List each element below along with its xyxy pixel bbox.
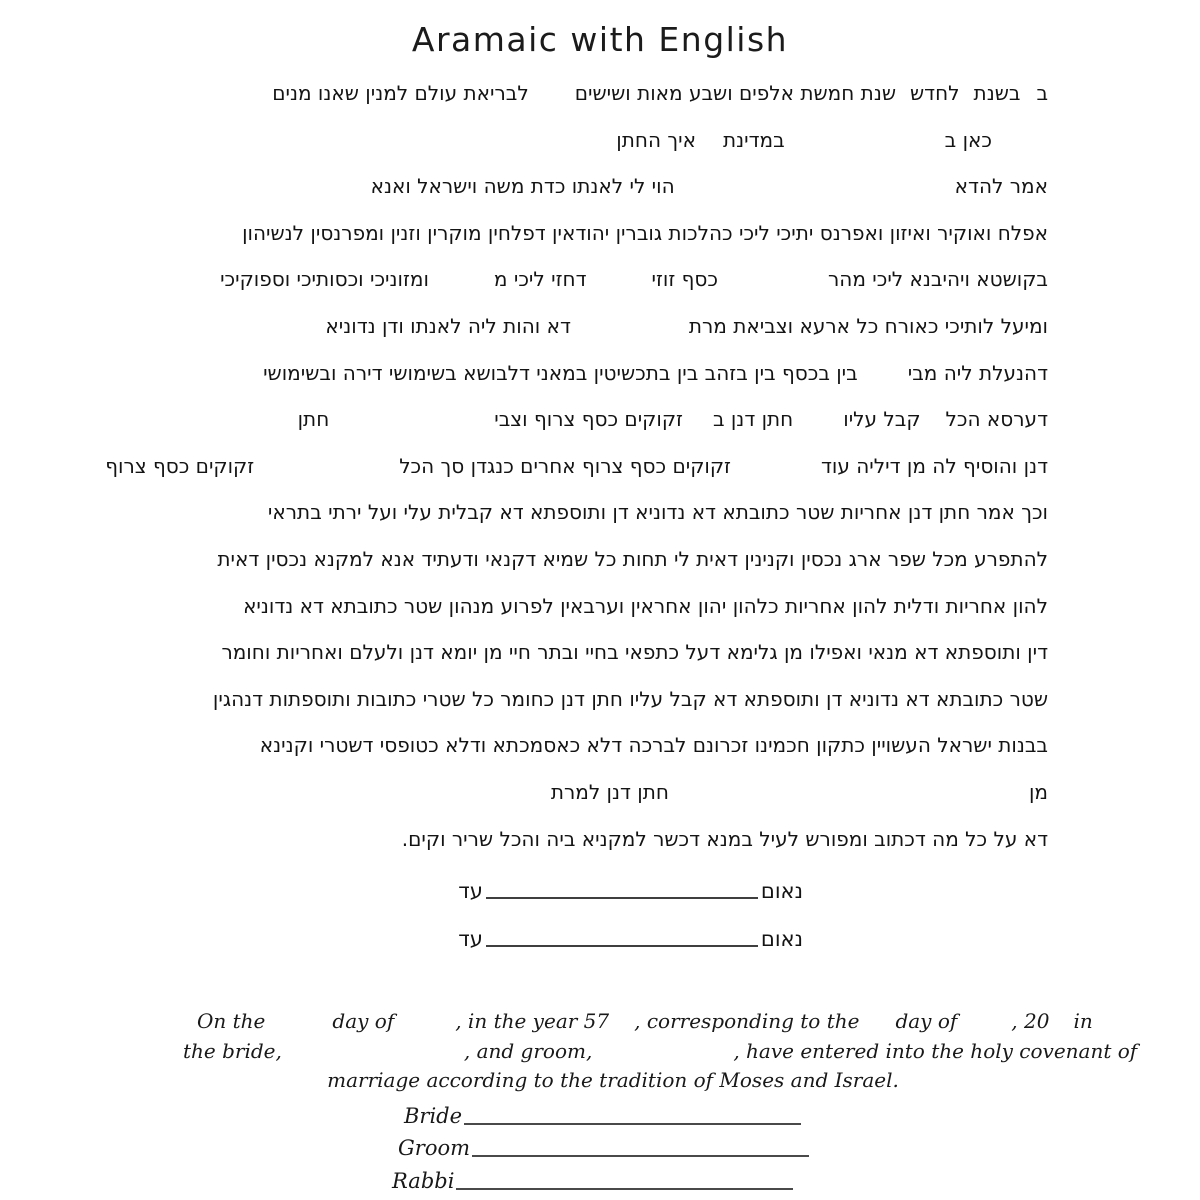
aramaic-line xyxy=(182,406,1048,453)
aramaic-text-segment: דין ותוספתא דא מנאי ואפילו מן גלימא דעל כתפאי בחיי ובתר חיי מן יומא דנן ולעלם ואחריות וחומר xyxy=(221,640,1048,665)
witness-row xyxy=(458,862,803,904)
signature-line xyxy=(456,1188,793,1190)
aramaic-text-segment: כסף זוזי xyxy=(651,267,718,292)
english-fill-in-blank xyxy=(592,1038,733,1039)
aramaic-text-segment: דחזי ליכי מ xyxy=(493,267,587,292)
english-text-segment: day of xyxy=(895,1009,958,1033)
english-line xyxy=(183,1068,1043,1098)
witness-signature-line xyxy=(486,945,758,947)
english-fill-in-blank xyxy=(609,1008,634,1009)
aramaic-text-segment: דהנעלת ליה מבי xyxy=(907,360,1048,385)
fill-in-blank xyxy=(858,360,908,361)
fill-in-blank xyxy=(793,406,843,407)
fill-in-blank xyxy=(675,173,955,174)
aramaic-line xyxy=(182,499,1048,546)
fill-in-blank xyxy=(587,266,652,267)
fill-in-blank xyxy=(718,266,828,267)
aramaic-text-segment: להון אחריות ודלית להון אחריות כלהון יהון אחראין וערבאין לפרוע מנהון שטר כתובתא דא נדוניא xyxy=(243,593,1048,618)
english-text-segment: , corresponding to the xyxy=(634,1009,860,1033)
aramaic-text-segment: קבל עליו xyxy=(843,407,921,432)
aramaic-text-segment: זקוקים כסף צרוף xyxy=(105,453,255,478)
aramaic-text-segment: חתן xyxy=(297,407,330,432)
aramaic-text-segment: לחדש xyxy=(910,81,960,105)
witness-row xyxy=(458,910,803,952)
aramaic-text-segment: דנן והוסיף לה מן דיליה עוד xyxy=(820,453,1048,478)
aramaic-text-segment: שנת חמשת אלפים ושבע מאות ושישים xyxy=(574,81,897,105)
english-text-segment: , 20 xyxy=(1011,1009,1050,1033)
aramaic-text-segment: בין בכסף בין בזהב בין בתכשיטין במאני דלבושא בשימושי דירה ובשימושי xyxy=(263,360,858,385)
page-title: Aramaic with English xyxy=(411,20,789,59)
fill-in-blank xyxy=(571,313,689,314)
witness-naum-label: נאום xyxy=(760,879,803,903)
aramaic-line xyxy=(182,80,1048,127)
aramaic-text-segment: הוי לי לאנתו כדת משה וישראל ואנא xyxy=(370,174,675,199)
signature-label: Groom xyxy=(398,1136,471,1160)
aramaic-text-segment: בקושטא ויהיבנא ליכי מהר xyxy=(827,267,1048,292)
aramaic-line xyxy=(105,453,1048,500)
aramaic-text-segment: זקוקים כסף צרוף וצבי xyxy=(494,407,683,432)
aramaic-line xyxy=(182,546,1048,593)
aramaic-text-segment: מן xyxy=(1028,779,1048,804)
fill-in-blank xyxy=(529,80,575,81)
aramaic-text-segment: במדינת xyxy=(722,127,785,152)
english-fill-in-blank xyxy=(957,1008,1011,1009)
aramaic-line xyxy=(182,220,1048,267)
aramaic-text-segment: לבריאת עולם למנין שאנו מנים xyxy=(272,81,529,105)
signature-label: Bride xyxy=(404,1103,463,1128)
english-fill-in-blank xyxy=(859,1008,895,1009)
aramaic-text-segment: דא והות ליה לאנתו ודן נדוניא xyxy=(325,313,571,338)
aramaic-line xyxy=(182,127,992,174)
aramaic-text-segment: דא על כל מה דכתוב ומפורש לעיל במנא דכשר למקניא ביה והכל שריר וקים. xyxy=(401,826,1048,851)
fill-in-blank xyxy=(683,406,713,407)
aramaic-text-segment: בשנת xyxy=(973,81,1021,105)
aramaic-text-segment: חתן דנן למרת xyxy=(550,779,669,804)
fill-in-blank xyxy=(921,406,946,407)
fill-in-blank xyxy=(329,406,494,407)
fill-in-blank xyxy=(429,266,494,267)
signature-row xyxy=(398,1129,809,1162)
english-text-segment: , in the year 57 xyxy=(455,1009,610,1033)
fill-in-blank xyxy=(254,453,399,454)
aramaic-text-segment: דערסא הכל xyxy=(945,407,1048,432)
aramaic-text-segment: כאן ב xyxy=(944,127,992,152)
aramaic-text-block xyxy=(105,80,1048,872)
aramaic-line xyxy=(182,266,1048,313)
english-fill-in-blank xyxy=(265,1008,332,1009)
witness-ed-label: עד xyxy=(458,927,483,951)
english-text-segment: marriage according to the tradition of Moses and Israel. xyxy=(327,1068,899,1092)
aramaic-text-segment: להתפרע מכל שפר ארג נכסין וקנינין דאית לי תחות כל שמיא דקנאי ודעתיד אנא למקנא נכסין דאית xyxy=(217,546,1048,571)
signature-line xyxy=(464,1123,801,1125)
fill-in-blank xyxy=(896,80,910,81)
signature-line xyxy=(472,1155,809,1157)
aramaic-line xyxy=(182,639,1048,686)
fill-in-blank xyxy=(669,779,1029,780)
witness-signature-line xyxy=(486,897,758,899)
aramaic-line xyxy=(182,779,1048,826)
english-text-block xyxy=(183,1008,1138,1098)
witness-block xyxy=(458,862,803,958)
fill-in-blank xyxy=(1020,80,1036,81)
english-fill-in-blank xyxy=(1049,1008,1073,1009)
aramaic-text-segment: בבנות ישראל העשויין כתקון חכמינו זכרונם לברכה דלא כאסמכתא ודלא כטופסי דשטרי וקנינא xyxy=(259,733,1048,758)
english-text-segment: , and groom, xyxy=(463,1039,593,1063)
english-fill-in-blank xyxy=(394,1008,455,1009)
witness-ed-label: עד xyxy=(458,879,483,903)
english-text-segment: in xyxy=(1073,1009,1093,1033)
english-line xyxy=(183,1038,1138,1068)
aramaic-text-segment: אמר להדא xyxy=(954,174,1048,199)
aramaic-line xyxy=(182,686,1048,733)
aramaic-text-segment: ומיעל לותיכי כאורח כל ארעא וצביאת מרת xyxy=(688,313,1048,338)
english-fill-in-blank xyxy=(282,1038,464,1039)
aramaic-text-segment: שטר כתובתא דא נדוניא דן ותוספתא דא קבל עליו חתן דנן כחומר כל שטרי כתובות ותוספתות דנהגין xyxy=(212,686,1048,711)
aramaic-text-segment: ב xyxy=(1036,81,1048,105)
aramaic-text-segment: וכך אמר חתן דנן אחריות שטר כתובתא דא נדוניא דן ותוספתא דא קבלית עלי ועל ירתי בתראי xyxy=(267,500,1048,525)
fill-in-blank xyxy=(960,80,974,81)
aramaic-text-segment: ומזוניכי וכסותיכי וספוקיכי xyxy=(220,267,429,292)
signature-label: Rabbi xyxy=(392,1168,455,1193)
aramaic-line xyxy=(182,360,1048,407)
english-text-segment: , have entered into the holy covenant of xyxy=(733,1039,1138,1063)
english-line xyxy=(197,1008,1093,1038)
signature-row xyxy=(404,1096,809,1129)
aramaic-text-segment: אפלח ואוקיר ואיזון ואפרנס יתיכי ליכי כהלכות גוברין יהודאין דפלחין מוקרין וזנין ומפרנסין לנשיהון xyxy=(242,220,1048,245)
aramaic-line xyxy=(182,593,1048,640)
signature-row xyxy=(392,1161,809,1194)
english-text-segment: day of xyxy=(332,1009,395,1033)
aramaic-text-segment: זקוקים כסף צרוף אחרים כנגדן סך הכל xyxy=(399,453,731,478)
fill-in-blank xyxy=(785,127,945,128)
english-text-segment: On the xyxy=(197,1009,266,1033)
aramaic-text-segment: חתן דנן ב xyxy=(712,407,794,432)
aramaic-text-segment: איך החתן xyxy=(616,127,696,152)
witness-naum-label: נאום xyxy=(760,927,803,951)
signature-block xyxy=(392,1096,809,1194)
fill-in-blank xyxy=(696,127,723,128)
fill-in-blank xyxy=(731,453,821,454)
aramaic-line xyxy=(182,732,1048,779)
english-text-segment: the bride, xyxy=(183,1039,282,1063)
aramaic-line xyxy=(182,173,1048,220)
aramaic-line xyxy=(182,313,1048,360)
